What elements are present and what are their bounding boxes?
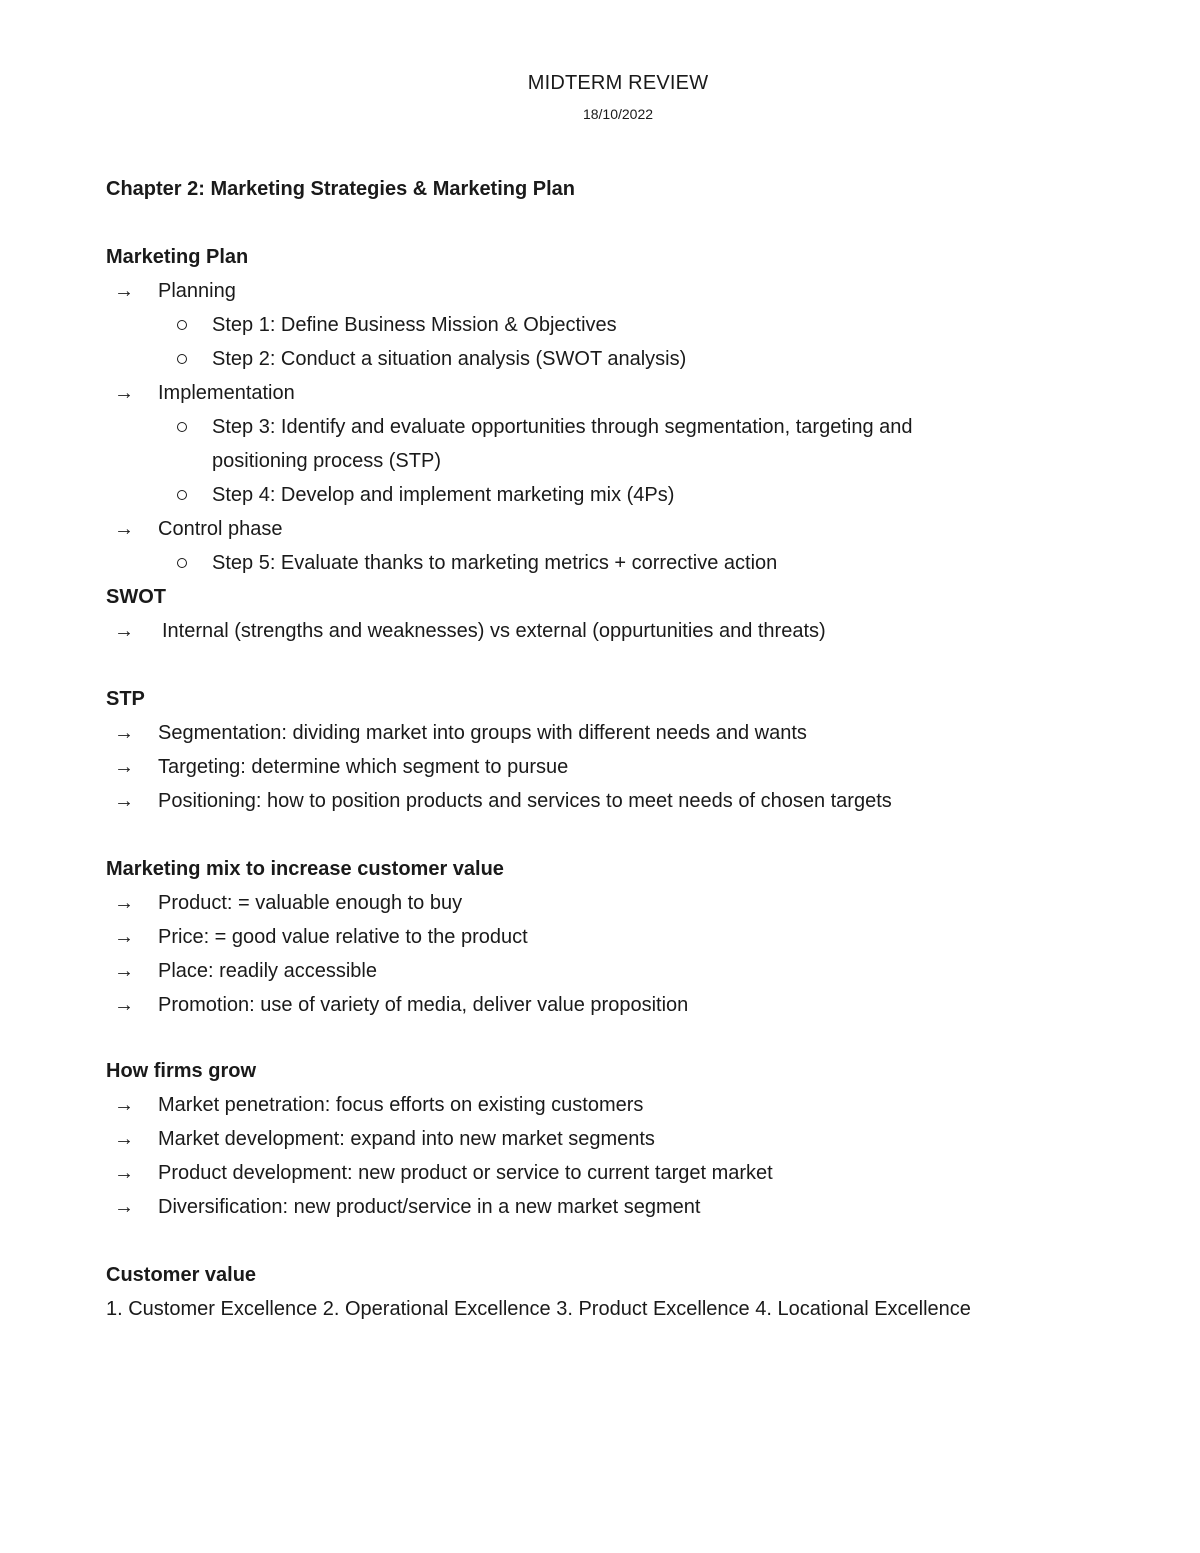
document-date: 18/10/2022 bbox=[582, 106, 654, 122]
list-item: → Positioning: how to position products and services to meet needs of chosen targets bbox=[106, 788, 892, 814]
list-item-planning: → Planning bbox=[106, 278, 236, 304]
list-item: → Place: readily accessible bbox=[106, 958, 377, 984]
step-4: Step 4: Develop and implement marketing mix (4Ps) bbox=[212, 484, 675, 506]
step-5: Step 5: Evaluate thanks to marketing metrics + corrective action bbox=[212, 552, 778, 574]
list-item: → Product: = valuable enough to buy bbox=[106, 890, 462, 916]
arrow-icon: → bbox=[114, 722, 134, 744]
list-item: → Promotion: use of variety of media, deliver value proposition bbox=[106, 992, 688, 1018]
list-item: → Price: = good value relative to the product bbox=[106, 924, 528, 950]
list-item: → Market penetration: focus efforts on existing customers bbox=[106, 1092, 643, 1118]
list-item-control-phase: → Control phase bbox=[106, 516, 283, 542]
list-item-implementation: → Implementation bbox=[106, 380, 295, 406]
chapter-heading: Chapter 2: Marketing Strategies & Marketing Plan bbox=[106, 178, 576, 200]
list-item: → Product development: new product or service to current target market bbox=[106, 1160, 773, 1186]
marketing-mix-heading: Marketing mix to increase customer value bbox=[106, 858, 504, 880]
marketing-plan-heading: Marketing Plan bbox=[106, 246, 249, 268]
arrow-icon: → bbox=[114, 620, 134, 642]
arrow-icon: → bbox=[114, 1196, 134, 1218]
step-3-line-1: Step 3: Identify and evaluate opportunities through segmentation, targeting and bbox=[212, 416, 913, 438]
growth-heading: How firms grow bbox=[106, 1060, 257, 1082]
swot-heading: SWOT bbox=[106, 586, 166, 608]
list-item: → Targeting: determine which segment to pursue bbox=[106, 754, 568, 780]
arrow-icon: → bbox=[114, 926, 134, 948]
step-3-line-2: positioning process (STP) bbox=[212, 450, 441, 472]
stp-heading: STP bbox=[106, 688, 145, 710]
circle-bullet-icon bbox=[176, 421, 188, 433]
circle-bullet-icon bbox=[176, 557, 188, 569]
step-1: Step 1: Define Business Mission & Objectives bbox=[212, 314, 617, 336]
arrow-icon: → bbox=[114, 1094, 134, 1116]
arrow-icon: → bbox=[114, 790, 134, 812]
customer-value-heading: Customer value bbox=[106, 1264, 257, 1286]
circle-bullet-icon bbox=[176, 489, 188, 501]
arrow-icon: → bbox=[114, 1162, 134, 1184]
swot-item: → Internal (strengths and weaknesses) vs external (oppurtunities and threats) bbox=[106, 618, 826, 644]
arrow-icon: → bbox=[114, 892, 134, 914]
arrow-icon: → bbox=[114, 994, 134, 1016]
circle-bullet-icon bbox=[176, 319, 188, 331]
arrow-icon: → bbox=[114, 960, 134, 982]
arrow-icon: → bbox=[114, 280, 134, 302]
arrow-icon: → bbox=[114, 382, 134, 404]
circle-bullet-icon bbox=[176, 353, 188, 365]
list-item: → Market development: expand into new market segments bbox=[106, 1126, 655, 1152]
arrow-icon: → bbox=[114, 518, 134, 540]
customer-value-line: 1. Customer Excellence 2. Operational Excellence 3. Product Excellence 4. Locational Excellence bbox=[106, 1298, 971, 1320]
list-item: → Segmentation: dividing market into groups with different needs and wants bbox=[106, 720, 807, 746]
arrow-icon: → bbox=[114, 1128, 134, 1150]
document-title: MIDTERM REVIEW bbox=[527, 72, 709, 94]
list-item: → Diversification: new product/service in a new market segment bbox=[106, 1194, 700, 1220]
arrow-icon: → bbox=[114, 756, 134, 778]
step-2: Step 2: Conduct a situation analysis (SWOT analysis) bbox=[212, 348, 687, 370]
